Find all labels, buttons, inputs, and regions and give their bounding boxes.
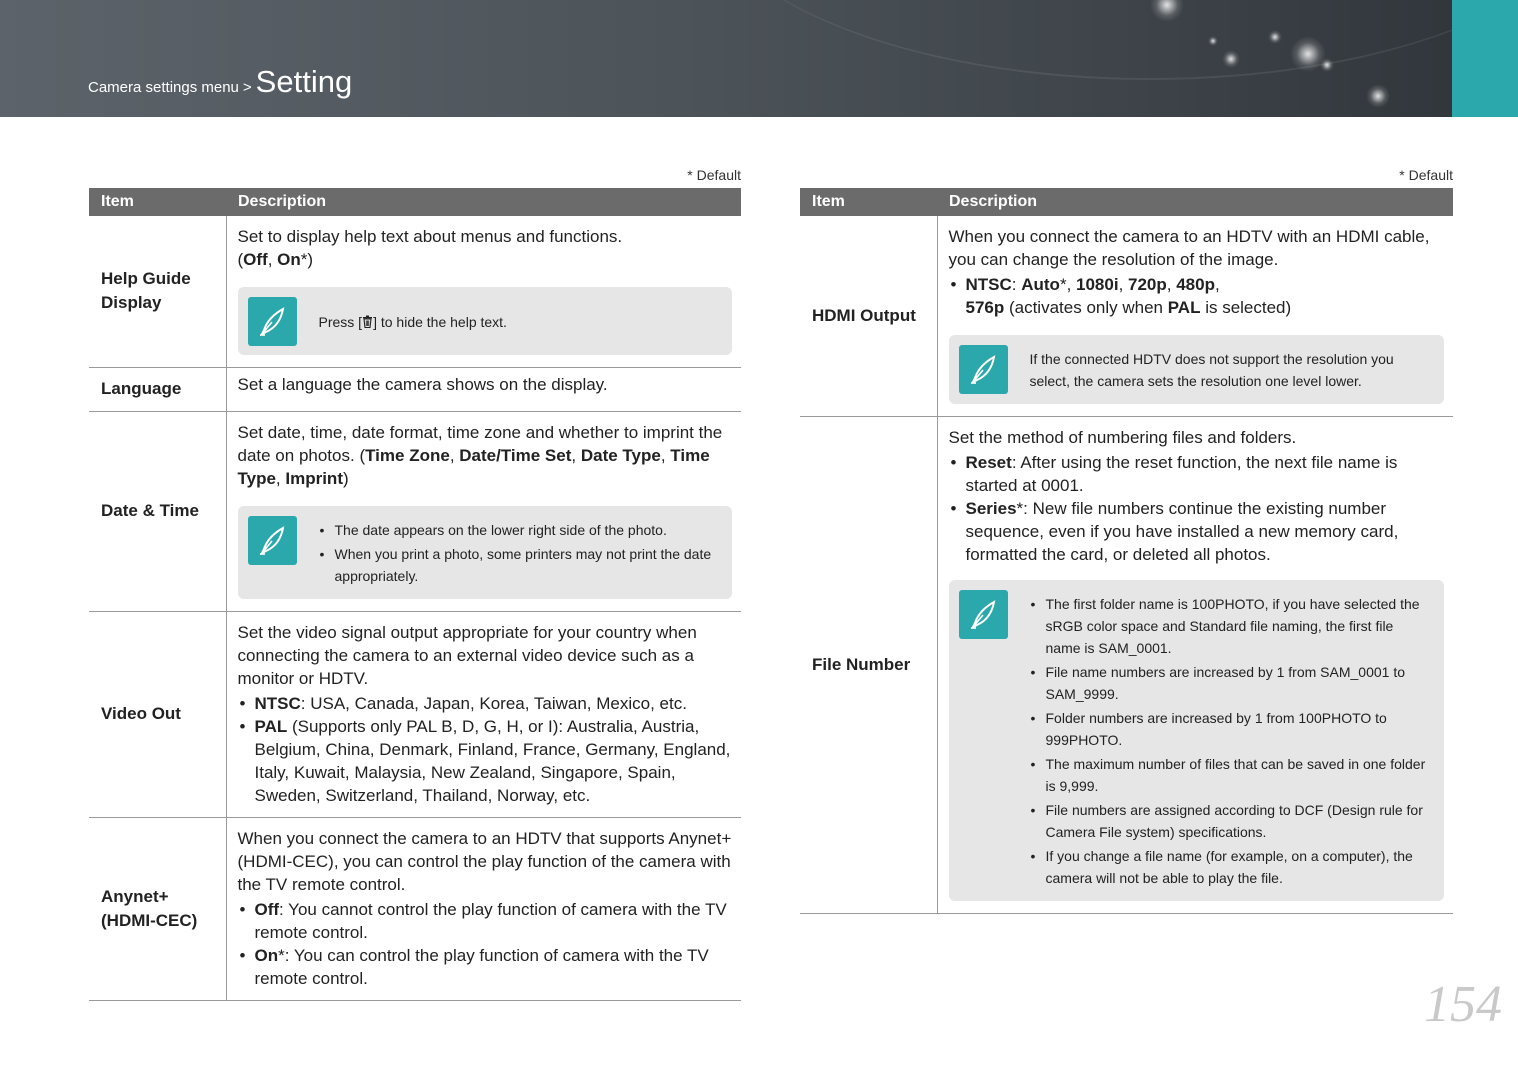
option-date-time-set: Date/Time Set xyxy=(459,446,572,465)
description-cell xyxy=(226,216,741,368)
note-text: If the connected HDTV does not support the resolution you select, the camera sets the resolution one level lower. xyxy=(1029,351,1394,389)
table-row xyxy=(89,368,741,412)
description-cell xyxy=(226,612,741,818)
option-item: • NTSC: Auto*, 1080i, 720p, 480p, 576p (activates only when PAL is selected) xyxy=(949,273,1448,319)
option-item xyxy=(238,898,736,944)
option-label: Series xyxy=(965,499,1017,518)
note-box xyxy=(949,335,1445,404)
settings-table-left xyxy=(89,165,741,1001)
note-box xyxy=(238,506,733,599)
option-date-type: Date Type xyxy=(580,446,661,465)
option-1080i: 1080i xyxy=(1076,275,1119,294)
option-time-zone: Time Zone xyxy=(365,446,450,465)
page-header xyxy=(0,0,1518,117)
table-row xyxy=(800,417,1453,914)
option-text: *: New file numbers continue the existing number sequence, even if you have installed a new memory card, formatted the card, or deleted all photos. xyxy=(965,499,1399,564)
option-time-type: Time Type xyxy=(237,446,710,488)
option-text: : You cannot control the play function of camera with the TV remote control. xyxy=(254,900,727,942)
option-label: On xyxy=(254,946,279,965)
note-item: • The date appears on the lower right side of the photo. xyxy=(335,519,719,541)
page-number: 154 xyxy=(1424,976,1502,1033)
option-text: (activates only when xyxy=(1004,298,1168,317)
item-video-out: Video Out xyxy=(89,612,226,818)
note-text-pre: Press [ xyxy=(318,313,363,330)
description-text: Set date, time, date format, time zone and whether to imprint the date on photos. (Time Zone, Date/Time Set, Date Type, Time Type, Imprint) xyxy=(237,423,723,488)
note-text xyxy=(319,516,719,589)
description-cell xyxy=(937,417,1453,914)
note-box xyxy=(238,287,733,355)
note-item: • When you print a photo, some printers may not print the date appropriately. xyxy=(335,543,719,587)
bokeh-light xyxy=(1320,58,1334,72)
option-label: PAL xyxy=(254,717,288,736)
option-item xyxy=(949,451,1448,497)
option-label: Reset xyxy=(965,453,1012,472)
column-header-description: Description xyxy=(937,188,1453,216)
option-label: Off xyxy=(254,900,280,919)
option-auto: Auto xyxy=(1021,275,1060,294)
table-header-row xyxy=(800,188,1453,216)
option-text: is selected) xyxy=(1200,298,1292,317)
table-header-row xyxy=(89,188,741,216)
options-text: (Off, On*) xyxy=(237,250,314,269)
item-file-number: File Number xyxy=(800,417,937,914)
option-label: NTSC xyxy=(254,694,301,713)
description-text: Set a language the camera shows on the display. xyxy=(237,375,608,394)
column-header-description: Description xyxy=(226,188,741,216)
note-text xyxy=(319,311,507,333)
option-text: (Supports only PAL B, D, G, H, or I): Australia, Austria, Belgium, China, Denmark, Finland, France, Germany, England, Italy, Kuwait, Malaysia, New Zealand, Singapore, Spain, Sweden, Switzerland, Thailand, Norway, etc. xyxy=(254,717,731,805)
bokeh-light xyxy=(1268,30,1282,44)
option-item xyxy=(238,692,736,715)
description-text: Set the method of numbering files and folders. xyxy=(948,428,1297,447)
note-item: • The first folder name is 100PHOTO, if you have selected the sRGB color space and Standard file naming, the first file name is SAM_0001. xyxy=(1046,593,1431,659)
option-label: NTSC xyxy=(965,275,1012,294)
option-576p: 576p xyxy=(965,298,1005,317)
item-help-guide-display: Help Guide Display xyxy=(89,216,226,368)
note-item: • File numbers are assigned according to DCF (Design rule for Camera File system) specifications. xyxy=(1046,799,1431,843)
note-text-post: ] to hide the help text. xyxy=(373,313,507,330)
decorative-arc xyxy=(700,0,1518,80)
item-language: Language xyxy=(89,368,226,412)
option-imprint: Imprint xyxy=(285,469,343,488)
breadcrumb-separator: > xyxy=(242,79,252,96)
option-item xyxy=(949,497,1448,566)
pen-icon xyxy=(959,590,1008,639)
table-row xyxy=(89,412,741,612)
bokeh-light xyxy=(1222,50,1240,68)
note-text xyxy=(1030,590,1431,891)
default-note: * Default xyxy=(1399,167,1453,183)
header-accent-bar xyxy=(1452,0,1518,117)
option-item xyxy=(238,715,736,807)
option-text: : After using the reset function, the next file name is started at 0001. xyxy=(965,453,1398,495)
bokeh-light xyxy=(1208,36,1218,46)
note-item: • Folder numbers are increased by 1 from 100PHOTO to 999PHOTO. xyxy=(1046,707,1431,751)
column-header-item: Item xyxy=(89,188,226,216)
option-text: *: You can control the play function of camera with the TV remote control. xyxy=(254,946,709,988)
option-item xyxy=(238,944,736,990)
description-text: Set the video signal output appropriate for your country when connecting the camera to an external video device such as a monitor or HDTV. xyxy=(237,623,697,688)
description-cell xyxy=(226,818,741,1001)
pen-icon xyxy=(248,516,297,565)
pen-icon xyxy=(959,345,1008,394)
option-text: : USA, Canada, Japan, Korea, Taiwan, Mexico, etc. xyxy=(300,694,687,713)
pen-icon xyxy=(248,297,297,346)
description-text: When you connect the camera to an HDTV that supports Anynet+ (HDMI-CEC), you can control the play function of the camera with the TV remote control. xyxy=(237,829,732,894)
note-item: • File name numbers are increased by 1 from SAM_0001 to SAM_9999. xyxy=(1046,661,1431,705)
breadcrumb xyxy=(88,64,352,100)
page-title: Setting xyxy=(255,64,353,99)
trash-icon xyxy=(362,314,373,330)
option-480p: 480p xyxy=(1176,275,1215,294)
item-date-time: Date & Time xyxy=(89,412,226,612)
option-off: Off xyxy=(243,250,268,269)
note-item: • If you change a file name (for example, on a computer), the camera will not be able to play the file. xyxy=(1046,845,1431,889)
default-note: * Default xyxy=(687,167,741,183)
table-row xyxy=(89,818,741,1001)
description-cell xyxy=(937,216,1453,417)
option-720p: 720p xyxy=(1128,275,1167,294)
table-row xyxy=(800,216,1453,417)
settings-table-right xyxy=(800,165,1453,914)
note-item: • The maximum number of files that can be saved in one folder is 9,999. xyxy=(1046,753,1431,797)
description-text: Set to display help text about menus and functions. xyxy=(237,227,623,246)
column-header-item: Item xyxy=(800,188,937,216)
bokeh-light xyxy=(1366,84,1390,108)
option-pal: PAL xyxy=(1167,298,1201,317)
table-row xyxy=(89,216,741,368)
description-text: When you connect the camera to an HDTV with an HDMI cable, you can change the resolution of the image. xyxy=(948,227,1430,269)
table-row xyxy=(89,612,741,818)
description-cell xyxy=(226,412,741,612)
item-anynet: Anynet+ (HDMI-CEC) xyxy=(89,818,226,1001)
breadcrumb-parent: Camera settings menu xyxy=(88,79,239,96)
description-cell xyxy=(226,368,741,412)
note-box xyxy=(949,580,1445,901)
item-hdmi-output: HDMI Output xyxy=(800,216,937,417)
option-on: On xyxy=(277,250,301,269)
description-main: Set date, time, date format, time zone and whether to imprint the date on photos. xyxy=(237,423,723,465)
